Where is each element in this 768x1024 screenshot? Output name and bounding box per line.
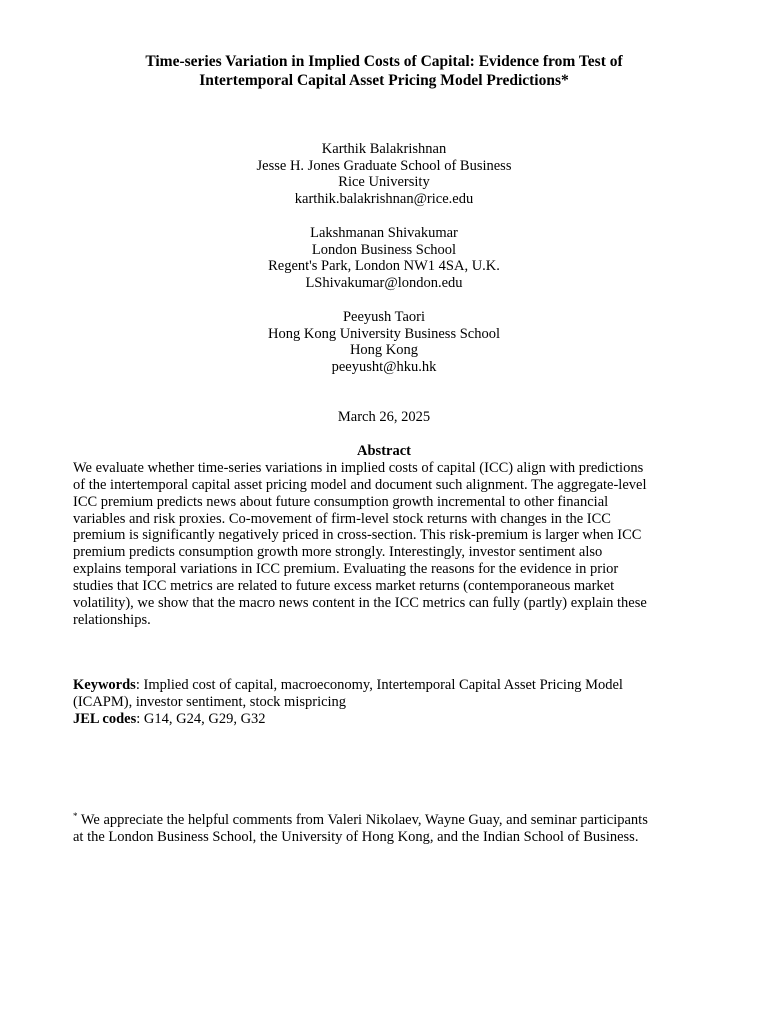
author-affiliation: Jesse H. Jones Graduate School of Business	[256, 157, 512, 174]
author-name: Karthik Balakrishnan	[321, 141, 447, 157]
footnote-text: We appreciate the helpful comments from Valeri Nikolaev, Wayne Guay, and seminar participants	[77, 812, 648, 828]
abstract-line: premium is significantly negatively priced in cross-section. This risk-premium is larger when ICC	[73, 527, 642, 544]
abstract-line: volatility), we show that the macro news content in the ICC metrics can fully (partly) explain these	[73, 594, 647, 611]
abstract-line: variables and risk proxies. Co-movement of firm-level stock returns with changes in the ICC	[73, 510, 611, 527]
jel-line	[73, 711, 698, 728]
footnote-marker: *	[73, 811, 78, 821]
author-address: Hong Kong	[349, 342, 419, 359]
paper-date: March 26, 2025	[337, 409, 431, 425]
author-name: Peeyush Taori	[342, 309, 426, 325]
author-email: karthik.balakrishnan@rice.edu	[294, 191, 474, 208]
keywords-section	[73, 677, 698, 711]
keywords-text: : Implied cost of capital, macroeconomy, Intertemporal Capital Asset Pricing Model	[135, 677, 623, 693]
keywords-line: (ICAPM), investor sentiment, stock mispricing	[73, 694, 347, 710]
jel-codes-section	[73, 711, 698, 728]
abstract-line: relationships.	[73, 611, 151, 628]
footnote-line: at the London Business School, the University of Hong Kong, and the Indian School of Business.	[73, 829, 639, 845]
author-address: Rice University	[338, 174, 430, 191]
author-affiliation: London Business School	[311, 241, 457, 258]
abstract-line: premium predicts consumption growth more strongly. Interestingly, investor sentiment also	[73, 544, 603, 561]
jel-text: : G14, G24, G29, G32	[136, 711, 266, 727]
author-email: LShivakumar@london.edu	[305, 275, 463, 292]
paper-title	[60, 52, 708, 90]
author-name: Lakshmanan Shivakumar	[310, 225, 458, 241]
abstract-line: We evaluate whether time-series variations in implied costs of capital (ICC) align with predictions	[73, 460, 644, 476]
abstract-heading: Abstract	[357, 443, 411, 459]
author-block	[100, 141, 668, 208]
author-affiliation: Hong Kong University Business School	[268, 325, 500, 342]
abstract-line: of the intertemporal capital asset pricing model and document such alignment. The aggregate-level	[73, 476, 647, 493]
acknowledgement-footnote	[73, 812, 698, 846]
abstract-line: explains temporal variations in ICC premium. Evaluating the reasons for the evidence in prior	[73, 561, 619, 578]
footnote-line	[73, 812, 698, 829]
author-email: peeyusht@hku.hk	[331, 359, 437, 376]
jel-label: JEL codes	[73, 711, 137, 727]
title-line: Time-series Variation in Implied Costs of Capital: Evidence from Test of	[145, 53, 623, 70]
abstract-line: studies that ICC metrics are related to future excess market returns (contemporaneous market	[73, 577, 615, 594]
keywords-line	[73, 677, 698, 694]
title-line: Intertemporal Capital Asset Pricing Model Predictions*	[199, 72, 569, 89]
author-address: Regent's Park, London NW1 4SA, U.K.	[268, 258, 500, 275]
author-block	[100, 225, 668, 292]
author-block	[100, 309, 668, 376]
abstract-body	[73, 460, 698, 628]
keywords-label: Keywords	[73, 677, 136, 693]
abstract-line: ICC premium predicts news about future consumption growth incremental to other financial	[73, 493, 609, 510]
